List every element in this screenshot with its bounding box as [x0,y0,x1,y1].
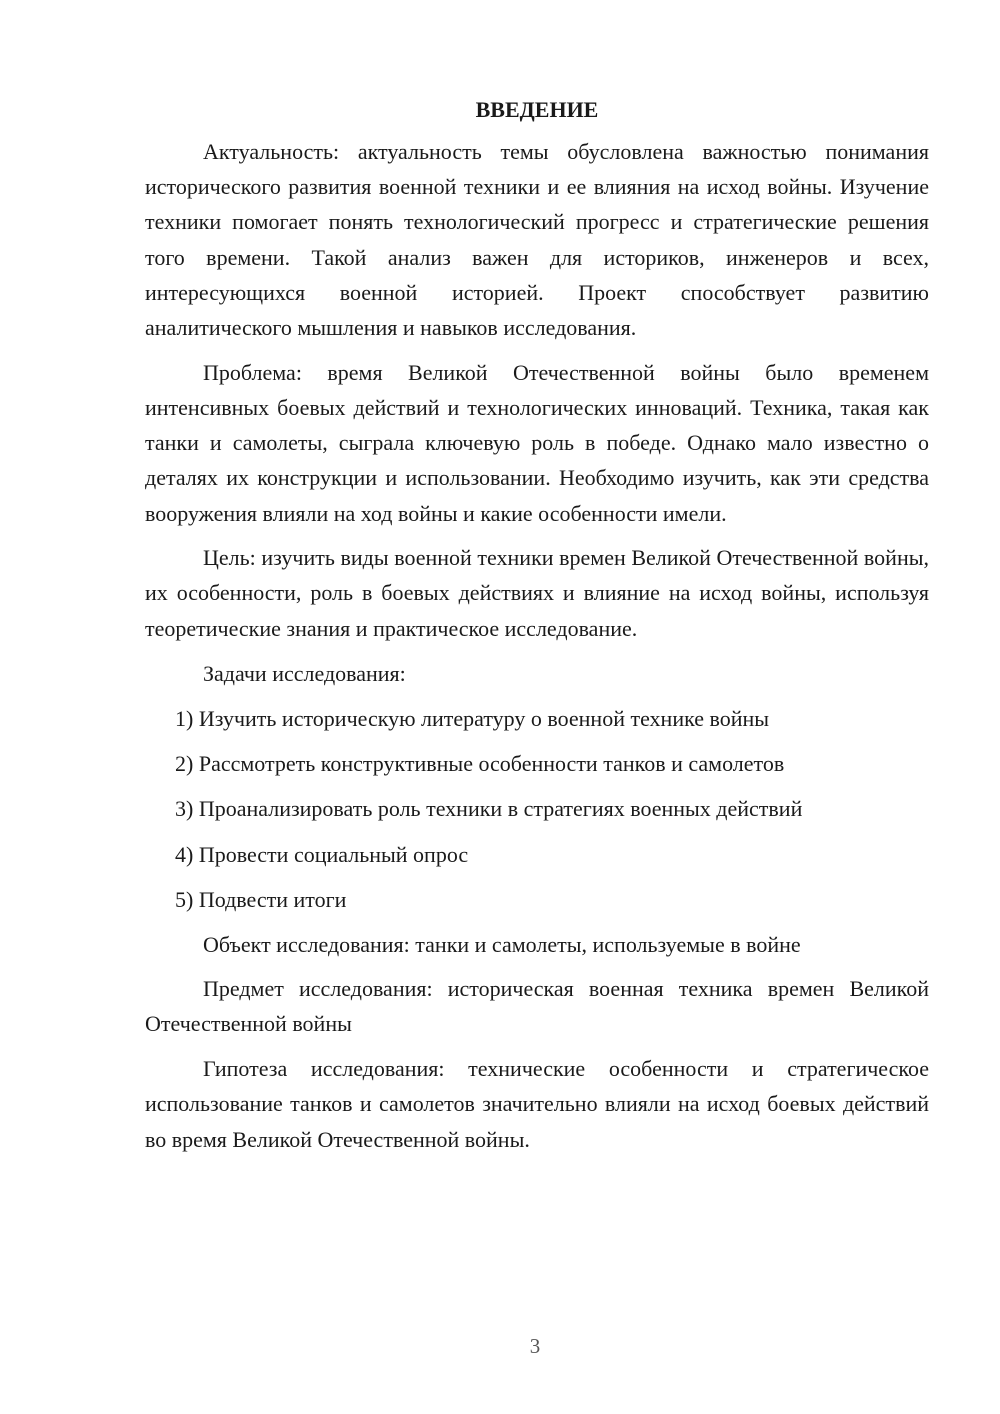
task-number: 1) [175,706,194,732]
tasks-list [145,701,929,917]
object-paragraph: Объект исследования: танки и самолеты, используемые в войне [203,931,801,957]
task-item [145,746,929,781]
goal-paragraph: Цель: изучить виды военной техники времен Великой Отечественной войны, их особенности, роль в боевых действиях и влияние на исход войны, используя теоретические знания и практическое исследование. [145,545,929,641]
task-text: Проанализировать роль техники в стратегиях военных действий [198,796,803,822]
relevance-paragraph: Актуальность: актуальность темы обусловлена важностью понимания исторического развития военной техники и ее влияния на исход войны. Изучение техники помогает понять технологический прогресс и стратегические решения того времени. Такой анализ важен для историков, инженеров и всех, интересующихся военной историей. Проект способствует развитию аналитического мышления и навыков исследования. [145,139,929,341]
task-item [145,882,929,917]
task-item [145,837,929,872]
task-number: 4) [175,841,194,867]
task-text: Изучить историческую литературу о военной технике войны [198,706,770,732]
task-text: Провести социальный опрос [198,841,469,867]
task-text: Подвести итоги [198,886,347,912]
task-number: 5) [175,886,194,912]
section-heading: ВВЕДЕНИЕ [475,97,599,122]
subject-paragraph: Предмет исследования: историческая военная техника времен Великой Отечественной войны [145,976,929,1037]
task-number: 3) [175,796,194,822]
task-item [145,791,929,826]
task-item [145,701,929,736]
problem-paragraph: Проблема: время Великой Отечественной войны было временем интенсивных боевых действий и технологических инноваций. Техника, такая как танки и самолеты, сыграла ключевую роль в победе. Однако мало известно о деталях их конструкции и использовании. Необходимо изучить, как эти средства вооружения влияли на ход войны и какие особенности имели. [145,359,929,526]
tasks-title: Задачи исследования: [203,660,406,686]
task-number: 2) [175,751,194,777]
hypothesis-paragraph: Гипотеза исследования: технические особенности и стратегическое использование танков и самолетов значительно влияли на исход боевых действий во время Великой Отечественной войны. [145,1056,929,1152]
task-text: Рассмотреть конструктивные особенности танков и самолетов [198,751,785,777]
page-content [145,92,929,1157]
page-number: 3 [529,1334,541,1358]
